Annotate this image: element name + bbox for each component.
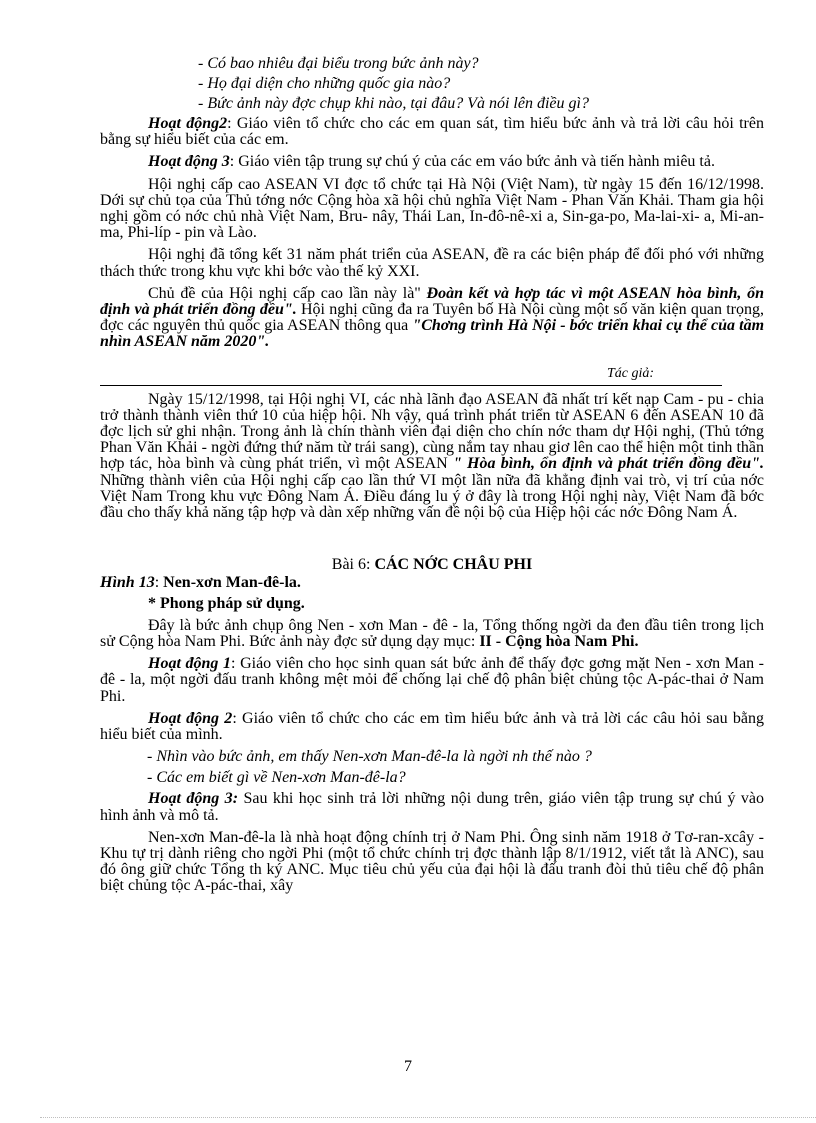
- activity-2b-text: : Giáo viên tổ chức cho các em tìm hiểu bức ảnh và trả lời các câu hỏi sau bằng hiểu biết của mình.: [100, 709, 764, 744]
- review-paragraph: Hội nghị đã tổng kết 31 năm phát triển của ASEAN, đề ra các biện pháp để đối phó với những thách thức trong khu vực khi bớc vào thế kỷ XXI.: [100, 246, 764, 280]
- activity-2-paragraph: [100, 116, 764, 148]
- theme-slogan: Đoàn kết và hợp tác vì một ASEAN hòa bình, ổn định và phát triển đồng đều".: [100, 284, 764, 319]
- activity-3b-text: Sau khi học sinh trả lời những nội dung trên, giáo viên tập trung sự chú ý vào hình ảnh và mô tả.: [100, 790, 765, 824]
- question-4: - Nhìn vào bức ảnh, em thấy Nen-xơn Man-đê-la là ngời nh thế nào ?: [147, 748, 592, 766]
- photo-text: Đây là bức ảnh chụp ông Nen - xơn Man - đê - la, Tổng thống ngời da đen đầu tiên trong lịch sử Cộng hòa Nam Phi. Bức ảnh này đợc sử dụng dạy mục:: [100, 616, 764, 651]
- horizontal-rule: [100, 385, 722, 386]
- theme-paragraph: [100, 286, 764, 351]
- author-label: Tác giả:: [606, 365, 654, 381]
- activity-2-label: Hoạt động2: [148, 115, 228, 132]
- page-footer-line: [40, 1117, 816, 1118]
- activity-1b-paragraph: [100, 656, 764, 705]
- question-5: - Các em biết gì về Nen-xơn Man-đê-la?: [147, 769, 406, 787]
- activity-2b-paragraph: [100, 711, 764, 743]
- summit-paragraph: Hội nghị cấp cao ASEAN VI đợc tổ chức tại Hà Nội (Việt Nam), từ ngày 15 đến 16/12/1998. Dới sự chủ tọa của Thủ tớng nớc Cộng hòa xã hội chủ nghĩa Việt Nam - Phan Văn Khải. Tham gia hội nghị gồm có nớc chủ nhà Việt Nam, Bru- nây, Thái Lan, In-đô-nê-xi a, Sin-ga-po, Ma-lai-xi- a, Mi-an-ma, Phi-líp - pin và Lào.: [100, 175, 764, 242]
- theme-program: "Chơng trình Hà Nội - bớc triển khai cụ thể của tầm nhìn ASEAN năm 2020".: [100, 317, 765, 351]
- theme-intro: Chủ đề của Hội nghị cấp cao lần này là": [148, 284, 427, 302]
- page-number: 7: [404, 1058, 412, 1075]
- photo-section: II - Cộng hòa Nam Phi.: [479, 633, 639, 651]
- cambodia-paragraph: [100, 392, 764, 522]
- figure-title: Nen-xơn Man-đê-la.: [163, 574, 301, 592]
- activity-3b-label: Hoạt động 3: [148, 790, 233, 808]
- question-3: - Bức ảnh này đợc chụp khi nào, tại đâu? Và nói lên điều gì?: [198, 95, 589, 112]
- activity-2-text: : Giáo viên tổ chức cho các em quan sát, tìm hiểu bức ảnh và trả lời câu hỏi trên bằng sự hiểu biết của các em.: [100, 115, 764, 149]
- activity-3-text: : Giáo viên tập trung sự chú ý của các em váo bức ảnh và tiến hành miêu tả.: [229, 153, 715, 171]
- question-1: - Có bao nhiêu đại biểu trong bức ảnh này?: [198, 55, 479, 72]
- activity-2b-label: Hoạt động 2: [148, 709, 233, 727]
- question-2: - Họ đại diện cho những quốc gia nào?: [198, 75, 451, 92]
- activity-1b-label: Hoạt động 1: [148, 655, 232, 673]
- photo-paragraph: [100, 618, 764, 650]
- figure-label: Hình 13: [100, 574, 155, 592]
- figure-caption: [100, 575, 764, 591]
- page-content: [100, 56, 764, 901]
- theme-middle: Hội nghị cũng đa ra Tuyên bố Hà Nội cùng một số văn kiện quan trọng, đợc các nguyên thủ quốc gia ASEAN thông qua: [100, 301, 765, 335]
- cambodia-text-1: Ngày 15/12/1998, tại Hội nghị VI, các nhà lãnh đạo ASEAN đã nhất trí kết nạp Cam - pu - chia trở thành thành viên thứ 10 của hiệp hội. Nh vậy, quá trình phát triển từ ASEAN 6 đến ASEAN 10 đã đợc lịch sử ghi nhận. Trong ảnh là chín thành viên đại diện cho chín nớc tham dự Hội nghị, (Thủ tớng Phan Văn Khải - ngời đứng thứ năm từ trái sang), cùng nắm tay nhau giơ lên cao thể hiện một tinh thần hợp tác, hòa bình và cùng phát triển, vì một ASEAN: [100, 390, 764, 473]
- lesson-heading: [100, 557, 764, 573]
- activity-3-label: Hoạt động 3: [148, 153, 230, 171]
- cambodia-slogan: " Hòa bình, ổn định và phát triển đồng đều".: [452, 455, 764, 473]
- method-heading: * Phong pháp sử dụng.: [148, 594, 305, 612]
- author-row: [100, 365, 764, 383]
- activity-3b-paragraph: Hoạt động 3: Sau khi học sinh trả lời những nội dung trên, giáo viên tập trung sự chú ý vào hình ảnh và mô tả.: [100, 790, 765, 824]
- lesson-prefix: Bài 6:: [331, 556, 375, 574]
- mandela-paragraph: Nen-xơn Man-đê-la là nhà hoạt động chính trị ở Nam Phi. Ông sinh năm 1918 ở Tơ-ran-xcây - Khu tự trị dành riêng cho ngời Phi (một tổ chức chính trị đợc thành lập 8/1/1912, viết tắt là ANC), sau đó ông giữ chức Tổng th ký ANC. Mục tiêu chủ yếu của đại hội là đấu tranh đòi thủ tiêu chế độ phân biệt chủng tộc A-pác-thai, xây: [100, 828, 764, 895]
- activity-1b-text: : Giáo viên cho học sinh quan sát bức ảnh để thấy đợc gơng mặt Nen - xơn Man - đê - la, một ngời đấu tranh không mệt mỏi để chống lại chế độ phân biệt chủng tộc A-pác-thai ở Nam Phi.: [100, 655, 765, 705]
- figure-separator: :: [154, 574, 164, 592]
- cambodia-text-2: Những thành viên của Hội nghị cấp cao lần thứ VI một lần nữa đã khẳng định vai trò, vị trí của nớc Việt Nam Trong khu vực Đông Nam Á. Điều đáng lu ý ở đây là trong Hội nghị này, Việt Nam đã bớc đầu cho thấy khả năng tập hợp và dàn xếp những vấn đề nội bộ của Hiệp hội các nớc Đông Nam Á.: [100, 471, 764, 522]
- activity-3-paragraph: [100, 154, 764, 170]
- lesson-title: CÁC NỚC CHÂU PHI: [374, 556, 533, 574]
